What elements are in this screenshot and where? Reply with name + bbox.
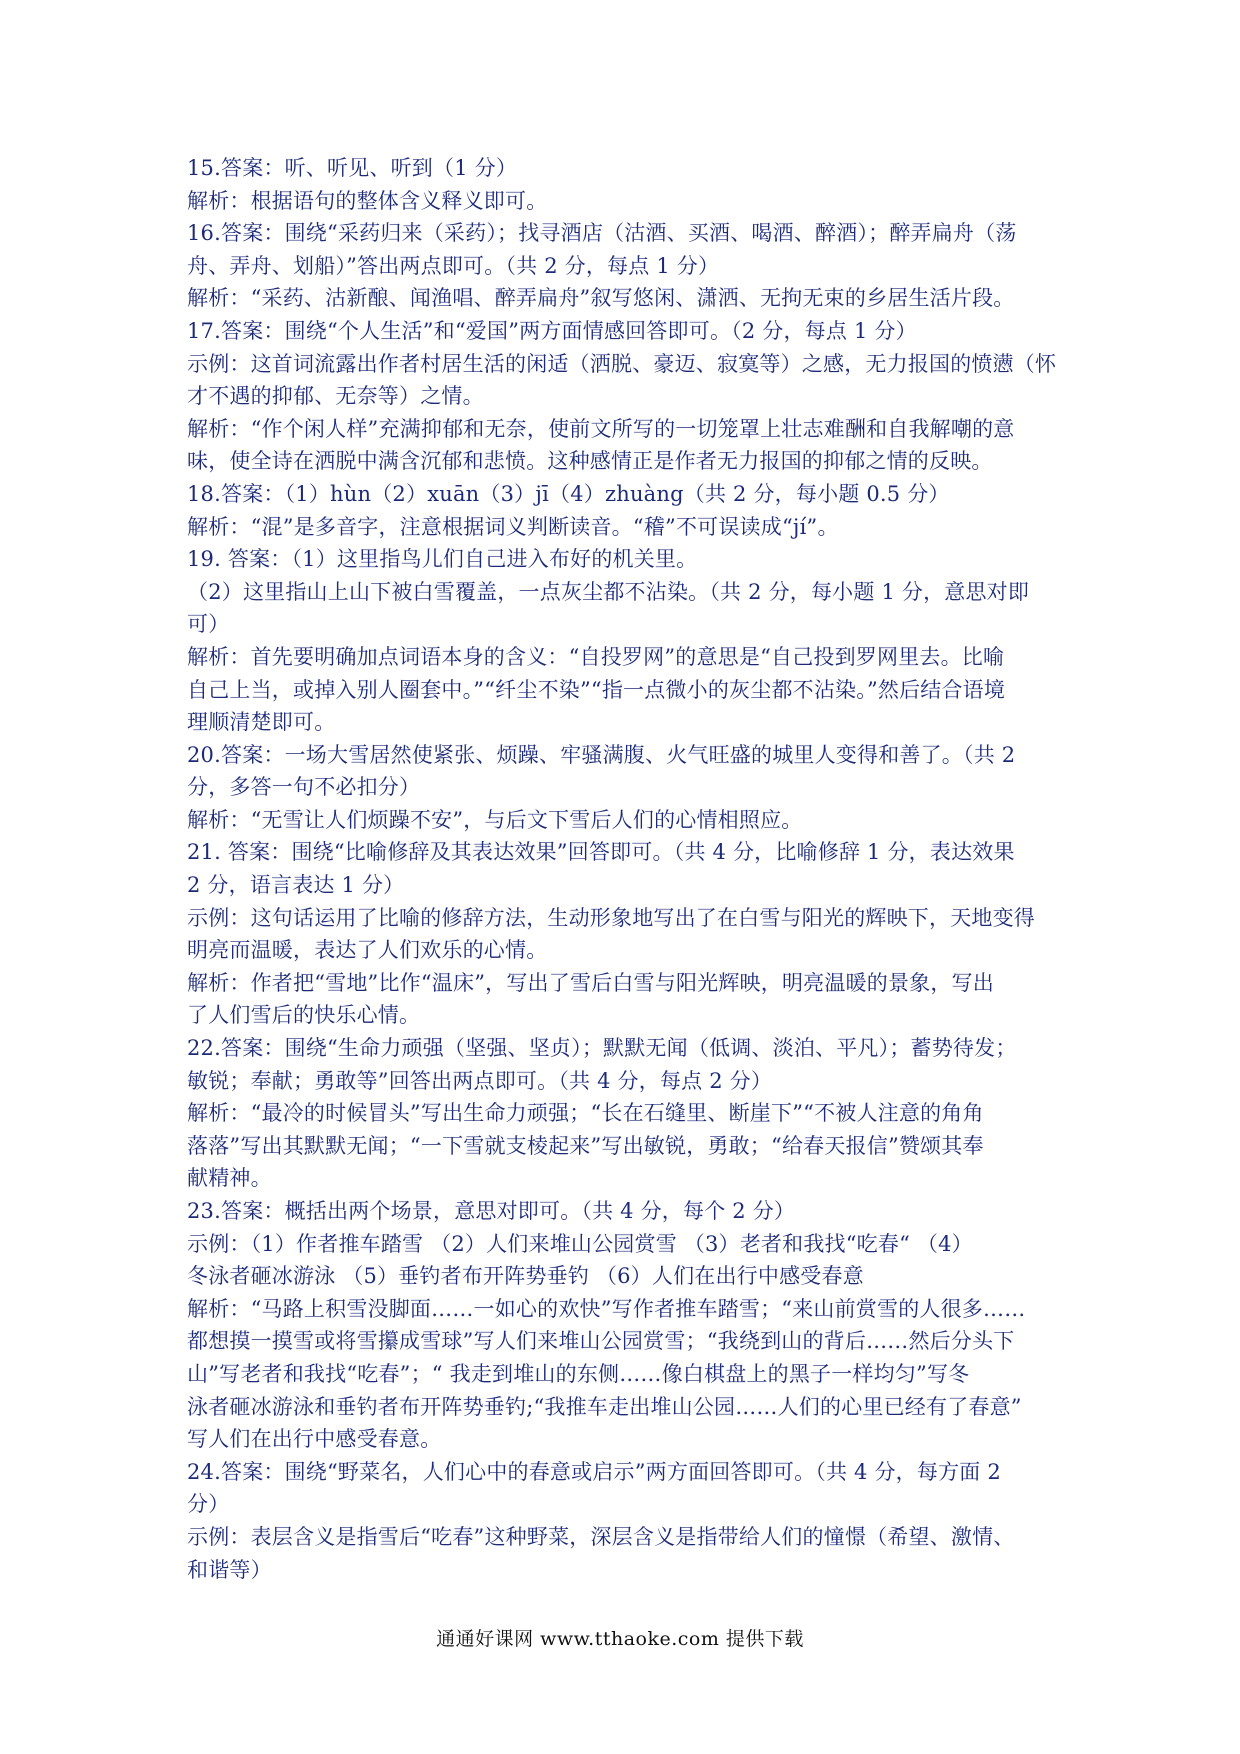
text-line: 分，多答一句不必扣分） (187, 775, 421, 800)
text-line: 16.答案：围绕“采药归来（采药）；找寻酒店（沽酒、买酒、喝酒、醉酒）；醉弄扁舟（荡 (187, 221, 1017, 246)
text-line: 示例：这首词流露出作者村居生活的闲适（洒脱、豪迈、寂寞等）之感，无力报国的愤懑（怀 (187, 351, 1057, 376)
text-line: 落落”写出其默默无闻；“一下雪就支棱起来”写出敏锐，勇敢；“给春天报信”赞颂其奉 (187, 1133, 984, 1158)
text-line: 和谐等） (187, 1557, 272, 1582)
text-line: 解析：“马路上积雪没脚面……一如心的欢快”写作者推车踏雪；“来山前赏雪的人很多…… (187, 1296, 1026, 1321)
text-line: 解析：“采药、沽新酿、闻渔唱、醉弄扁舟”叙写悠闲、潇洒、无拘无束的乡居生活片段。 (187, 286, 1015, 311)
text-line: 20.答案：一场大雪居然使紧张、烦躁、牢骚满腹、火气旺盛的城里人变得和善了。（共 2 (187, 742, 1016, 767)
text-line: 示例：这句话运用了比喻的修辞方法，生动形象地写出了在白雪与阳光的辉映下，天地变得 (187, 905, 1035, 930)
text-line: 敏锐；奉献；勇敢等”回答出两点即可。（共 4 分，每点 2 分） (187, 1068, 773, 1093)
answer-key-body (187, 152, 1057, 1586)
text-line: 15.答案：听、听见、听到（1 分） (187, 156, 518, 180)
text-line: 19. 答案：（1）这里指鸟儿们自己进入布好的机关里。 (187, 547, 698, 572)
text-line: 理顺清楚即可。 (187, 710, 336, 735)
text-line: 24.答案：围绕“野菜名，人们心中的春意或启示”两方面回答即可。（共 4 分，每方面 2 (187, 1459, 1001, 1484)
text-line: 21. 答案：围绕“比喻修辞及其表达效果”回答即可。（共 4 分，比喻修辞 1 分，表达效果 (187, 840, 1015, 865)
text-line: 才不遇的抑郁、无奈等）之情。 (187, 384, 484, 409)
text-line: 明亮而温暖，表达了人们欢乐的心情。 (187, 938, 548, 963)
text-line: 泳者砸冰游泳和垂钓者布开阵势垂钓;“我推车走出堆山公园……人们的心里已经有了春意” (187, 1394, 1022, 1419)
text-line: 解析：“作个闲人样”充满抑郁和无奈，使前文所写的一切笼罩上壮志难酬和自我解嘲的意 (187, 416, 1015, 441)
text-line: 分） (187, 1492, 230, 1517)
text-line: 都想摸一摸雪或将雪攥成雪球”写人们来堆山公园赏雪；“我绕到山的背后……然后分头下 (187, 1329, 1015, 1354)
text-line: 山”写老者和我找“吃春”；“ 我走到堆山的东侧……像白棋盘上的黑子一样均匀”写冬 (187, 1361, 970, 1386)
text-line: 舟、弄舟、划船）”答出两点即可。（共 2 分，每点 1 分） (187, 253, 720, 278)
text-line: 了人们雪后的快乐心情。 (187, 1003, 421, 1028)
text-line: 解析：“无雪让人们烦躁不安”，与后文下雪后人们的心情相照应。 (187, 807, 803, 832)
text-line: 解析：作者把“雪地”比作“温床”，写出了雪后白雪与阳光辉映，明亮温暖的景象，写出 (187, 970, 994, 995)
text-line: 23.答案：概括出两个场景，意思对即可。（共 4 分，每个 2 分） (187, 1199, 796, 1223)
text-line: 献精神。 (187, 1166, 272, 1191)
text-line: 示例：表层含义是指雪后“吃春”这种野菜，深层含义是指带给人们的憧憬（希望、激情、 (187, 1524, 1015, 1549)
text-line: 解析：“混”是多音字，注意根据词义判断读音。“稽”不可误读成“jí”。 (187, 514, 839, 539)
text-line: 冬泳者砸冰游泳 （5）垂钓者布开阵势垂钓 （6）人们在出行中感受春意 (187, 1264, 864, 1289)
text-line: 22.答案：围绕“生命力顽强（坚强、坚贞）；默默无闻（低调、淡泊、平凡）；蓄势待发； (187, 1036, 1017, 1061)
text-line: 味，使全诗在洒脱中满含沉郁和悲愤。这种感情正是作者无力报国的抑郁之情的反映。 (187, 449, 993, 474)
text-line: 写人们在出行中感受春意。 (187, 1427, 442, 1452)
text-line: 解析：首先要明确加点词语本身的含义：“自投罗网”的意思是“自己投到罗网里去。比喻 (187, 644, 1005, 669)
text-line: 可） (187, 612, 230, 637)
page-footer: 通通好课网 www.tthaoke.com 提供下载 (436, 1628, 804, 1650)
text-line: 解析：根据语句的整体含义释义即可。 (187, 188, 548, 213)
text-line: 自己上当，或掉入别人圈套中。”“纤尘不染”“指一点微小的灰尘都不沾染。”然后结合语境 (187, 677, 1006, 702)
text-line: 18.答案：（1）hùn（2）xuān（3）jī（4）zhuàng（共 2 分，每小题 0.5 分） (187, 481, 950, 506)
text-line: 17.答案：围绕“个人生活”和“爱国”两方面情感回答即可。（2 分，每点 1 分） (187, 318, 917, 343)
text-line: 解析：“最冷的时候冒头”写出生命力顽强；“长在石缝里、断崖下”“不被人注意的角角 (187, 1101, 984, 1126)
text-line: 2 分，语言表达 1 分） (187, 873, 405, 898)
text-line: （2）这里指山上山下被白雪覆盖，一点灰尘都不沾染。（共 2 分，每小题 1 分，意思对即 (187, 579, 1030, 604)
text-line: 示例：（1）作者推车踏雪 （2）人们来堆山公园赏雪 （3）老者和我找“吃春“ （4） (187, 1231, 973, 1256)
